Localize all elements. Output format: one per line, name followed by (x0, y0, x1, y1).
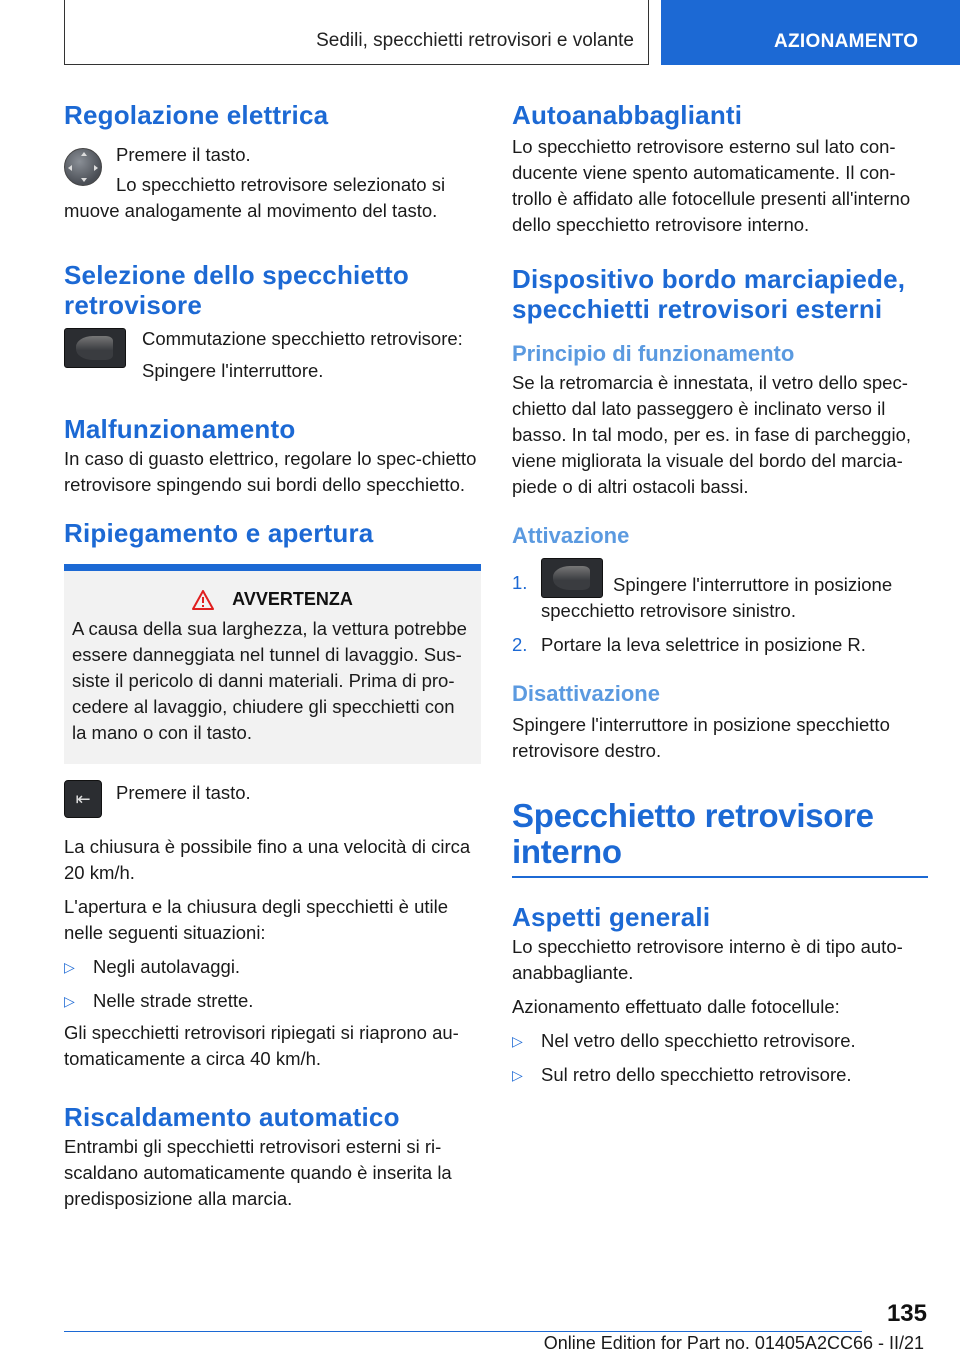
header-section-label: Sedili, specchietti retrovisori e volante (316, 30, 634, 51)
warning-box (64, 564, 481, 764)
azionamento-text: Azionamento effettuato dalle fotocellule: (512, 996, 840, 1017)
heading-selezione-2: retrovisore (64, 290, 203, 320)
list-item: 2. Portare la leva selettrice in posizione R. (512, 634, 866, 655)
selezione-icon-wrap (64, 326, 142, 368)
regolazione-text (116, 142, 481, 198)
header-chapter-label: AZIONAMENTO (774, 31, 919, 52)
heading-disattivazione: Disattivazione (512, 681, 660, 706)
heading-autoanabbaglianti: Autoanabbaglianti (512, 100, 743, 130)
header-chapter-tab[interactable] (661, 0, 960, 65)
regolazione-p2b: muove analogamente al movimento del tasto. (64, 200, 438, 221)
step-body: Spingere l'interruttore in posizione specchietto retrovisore sinistro. (541, 558, 892, 624)
heading-riscaldamento: Riscaldamento automatico (64, 1102, 400, 1132)
mirror-switch-icon (64, 328, 126, 368)
regolazione-row (64, 142, 481, 198)
regolazione-p1: Premere il tasto. (116, 144, 251, 165)
selezione-p2: Spingere l'interruttore. (142, 360, 324, 381)
heading-regolazione: Regolazione elettrica (64, 100, 329, 130)
ripiegamento-p1: La chiusura è possibile fino a una velocità di circa 20 km/h. (64, 836, 471, 883)
disattivazione-text: Spingere l'interruttore in posizione specchietto retrovisore destro. (512, 714, 890, 761)
bullet-triangle-icon: ▷ (64, 993, 75, 1009)
ripiegamento-p2: L'apertura e la chiusura degli specchietti è utile nelle seguenti situazioni: (64, 896, 449, 943)
page-number: 135 (886, 1300, 927, 1327)
heading-ripiegamento: Ripiegamento e apertura (64, 518, 374, 548)
header-section-title (64, 0, 649, 65)
section-divider (512, 876, 928, 878)
left-column (64, 100, 481, 1212)
heading-bordo-1: Dispositivo bordo marciapiede, (512, 264, 906, 294)
heading-interno-2: interno (512, 833, 622, 870)
autoanabbaglianti-text: Lo specchietto retrovisore esterno sul lato con-ducente viene spento automaticamente. Il con-trollo è affidato alle fotocellule presenti all'interno dello specchietto retrovisore interno. (512, 136, 911, 235)
mirror-adjust-button-icon (64, 148, 102, 186)
fold-icon-wrap (64, 780, 116, 818)
bullet-triangle-icon: ▷ (64, 959, 75, 975)
list-item: 1. Spingere l'interruttore in posizione specchietto retrovisore sinistro. (512, 558, 928, 624)
ripiegamento-p3: Gli specchietti retrovisori ripiegati si riaprono au-tomaticamente a circa 40 km/h. (64, 1022, 459, 1069)
bullet-triangle-icon: ▷ (512, 1067, 523, 1083)
riscaldamento-text: Entrambi gli specchietti retrovisori esterni si ri-scaldano automaticamente quando è inserita la predisposizione alla marcia. (64, 1136, 452, 1209)
mirror-switch-icon (541, 558, 603, 598)
footer-divider (64, 1331, 862, 1332)
regolazione-p2a: Lo specchietto retrovisore selezionato si (116, 174, 446, 195)
ripiegamento-bullets (64, 954, 481, 1014)
selezione-p1: Commutazione specchietto retrovisore: (142, 328, 463, 349)
warning-title (72, 589, 473, 610)
regolazione-icon-wrap (64, 142, 116, 186)
heading-aspetti: Aspetti generali (512, 902, 711, 932)
aspetti-text: Lo specchietto retrovisore interno è di tipo auto-anabbagliante. (512, 936, 903, 983)
heading-interno-1: Specchietto retrovisore (512, 797, 874, 834)
interno-bullets (512, 1028, 928, 1088)
ripiegamento-press-row (64, 780, 481, 818)
bullet-triangle-icon: ▷ (512, 1033, 523, 1049)
selezione-text (142, 326, 481, 384)
list-item: ▷ Sul retro dello specchietto retrovisore. (512, 1062, 928, 1088)
heading-bordo-2: specchietti retrovisori esterni (512, 294, 883, 324)
mirror-fold-button-icon: ⇤ (64, 780, 102, 818)
heading-attivazione: Attivazione (512, 523, 630, 548)
footer-edition-text: Online Edition for Part no. 01405A2CC66 - II/21 (543, 1333, 924, 1353)
heading-malfunzionamento: Malfunzionamento (64, 414, 296, 444)
footer-edition (64, 1333, 924, 1354)
warning-title-text: AVVERTENZA (232, 589, 353, 609)
list-item: ▷ Negli autolavaggi. (64, 954, 481, 980)
list-item: ▷ Nelle strade strette. (64, 988, 481, 1014)
selezione-row (64, 326, 481, 384)
heading-selezione-1: Selezione dello specchietto (64, 260, 409, 290)
warning-triangle-icon (192, 590, 214, 610)
attivazione-steps (512, 558, 928, 658)
ripiegamento-press: Premere il tasto. (116, 782, 251, 803)
right-column (512, 100, 928, 1088)
list-item: ▷ Nel vetro dello specchietto retrovisore. (512, 1028, 928, 1054)
warning-text: A causa della sua larghezza, la vettura potrebbe essere danneggiata nel tunnel di lavaggio. Sus-siste il pericolo di danni materiali. Prima di pro-cedere al lavaggio, chiudere gli specchietti con la mano o con il tasto. (72, 618, 467, 743)
principio-text: Se la retromarcia è innestata, il vetro dello spec-chietto dal lato passeggero è inclinato verso il basso. In tal modo, per es. in fase di parcheggio, viene migliorata la visuale del bordo del marcia-piede o di altri ostacoli bassi. (512, 372, 912, 497)
malfunzionamento-text: In caso di guasto elettrico, regolare lo spec-chietto retrovisore spingendo sui bordi dello specchietto. (64, 448, 477, 495)
heading-principio: Principio di funzionamento (512, 341, 795, 366)
